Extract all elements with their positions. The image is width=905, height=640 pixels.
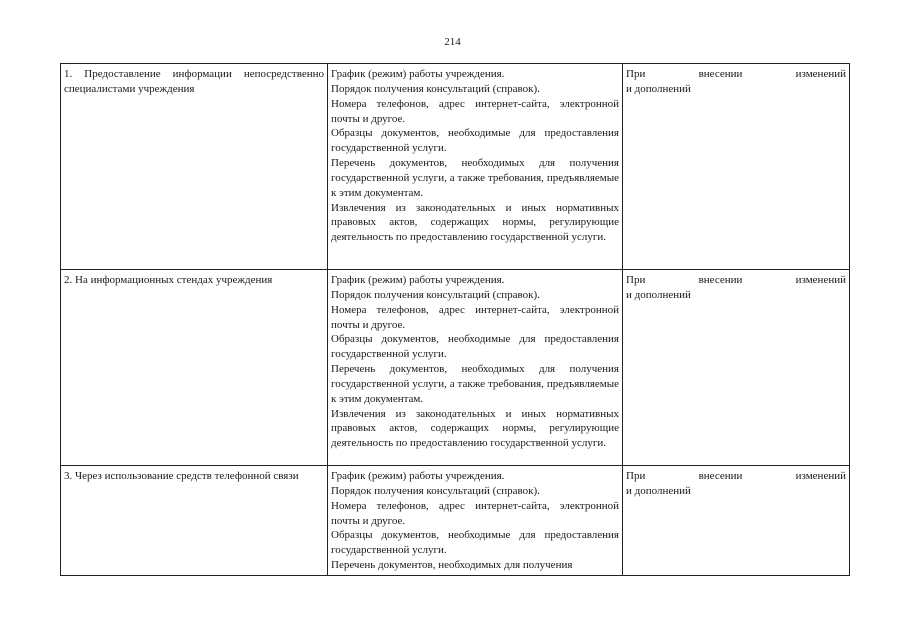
content-item: Перечень документов, необходимых для получения <box>331 559 573 572</box>
content-item: Извлечения из законодательных и иных нормативных правовых актов, содержащих нормы, регулирующие деятельность по предоставлению государственной услуги. <box>331 201 619 244</box>
frequency-word: изменений <box>795 274 846 286</box>
page-number: 214 <box>444 36 461 48</box>
content-cell <box>328 64 623 270</box>
content-cell <box>328 270 623 466</box>
content-item: Перечень документов, необходимых для получения государственной услуги, а также требования, предъявляемые к этим документам. <box>331 363 619 405</box>
frequency-line <box>626 273 846 288</box>
frequency-word: изменений <box>795 68 846 80</box>
frequency-word: внесении <box>698 470 743 482</box>
frequency-cell <box>623 270 850 466</box>
frequency-line: и дополнений <box>626 288 691 301</box>
frequency-word: изменений <box>795 470 846 482</box>
content-item: Порядок получения консультаций (справок). <box>331 82 540 95</box>
table-row <box>61 270 850 466</box>
content-item: Номера телефонов, адрес интернет-сайта, электронной почты и другое. <box>331 499 619 527</box>
table-row <box>61 64 850 270</box>
frequency-line: и дополнений <box>626 82 691 95</box>
table-row <box>61 466 850 576</box>
content-item: Порядок получения консультаций (справок). <box>331 484 540 497</box>
content-item: Образцы документов, необходимые для предоставления государственной услуги. <box>331 127 619 155</box>
content-item: Образцы документов, необходимые для предоставления государственной услуги. <box>331 529 619 557</box>
content-item: Извлечения из законодательных и иных нормативных правовых актов, содержащих нормы, регулирующие деятельность по предоставлению государственной услуги. <box>331 407 619 450</box>
frequency-word: При <box>626 274 646 286</box>
frequency-cell <box>623 64 850 270</box>
frequency-line: и дополнений <box>626 484 691 497</box>
content-item: Порядок получения консультаций (справок). <box>331 288 540 301</box>
content-item: График (режим) работы учреждения. <box>331 470 505 482</box>
frequency-line <box>626 469 846 484</box>
frequency-cell <box>623 466 850 576</box>
frequency-word: внесении <box>698 68 743 80</box>
content-cell <box>328 466 623 576</box>
content-item: Номера телефонов, адрес интернет-сайта, электронной почты и другое. <box>331 97 619 125</box>
content-item: График (режим) работы учреждения. <box>331 68 505 80</box>
method-cell: 2. На информационных стендах учреждения <box>61 270 328 466</box>
frequency-word: При <box>626 68 646 80</box>
content-item: График (режим) работы учреждения. <box>331 274 505 286</box>
method-cell: 3. Через использование средств телефонной связи <box>61 466 328 576</box>
content-item: Номера телефонов, адрес интернет-сайта, электронной почты и другое. <box>331 303 619 331</box>
method-cell: 1. Предоставление информации непосредственно специалистами учреждения <box>61 64 328 270</box>
content-item: Образцы документов, необходимые для предоставления государственной услуги. <box>331 333 619 361</box>
information-table <box>60 63 850 576</box>
frequency-word: При <box>626 470 646 482</box>
frequency-line <box>626 67 846 82</box>
content-item: Перечень документов, необходимых для получения государственной услуги, а также требования, предъявляемые к этим документам. <box>331 157 619 199</box>
frequency-word: внесении <box>698 274 743 286</box>
